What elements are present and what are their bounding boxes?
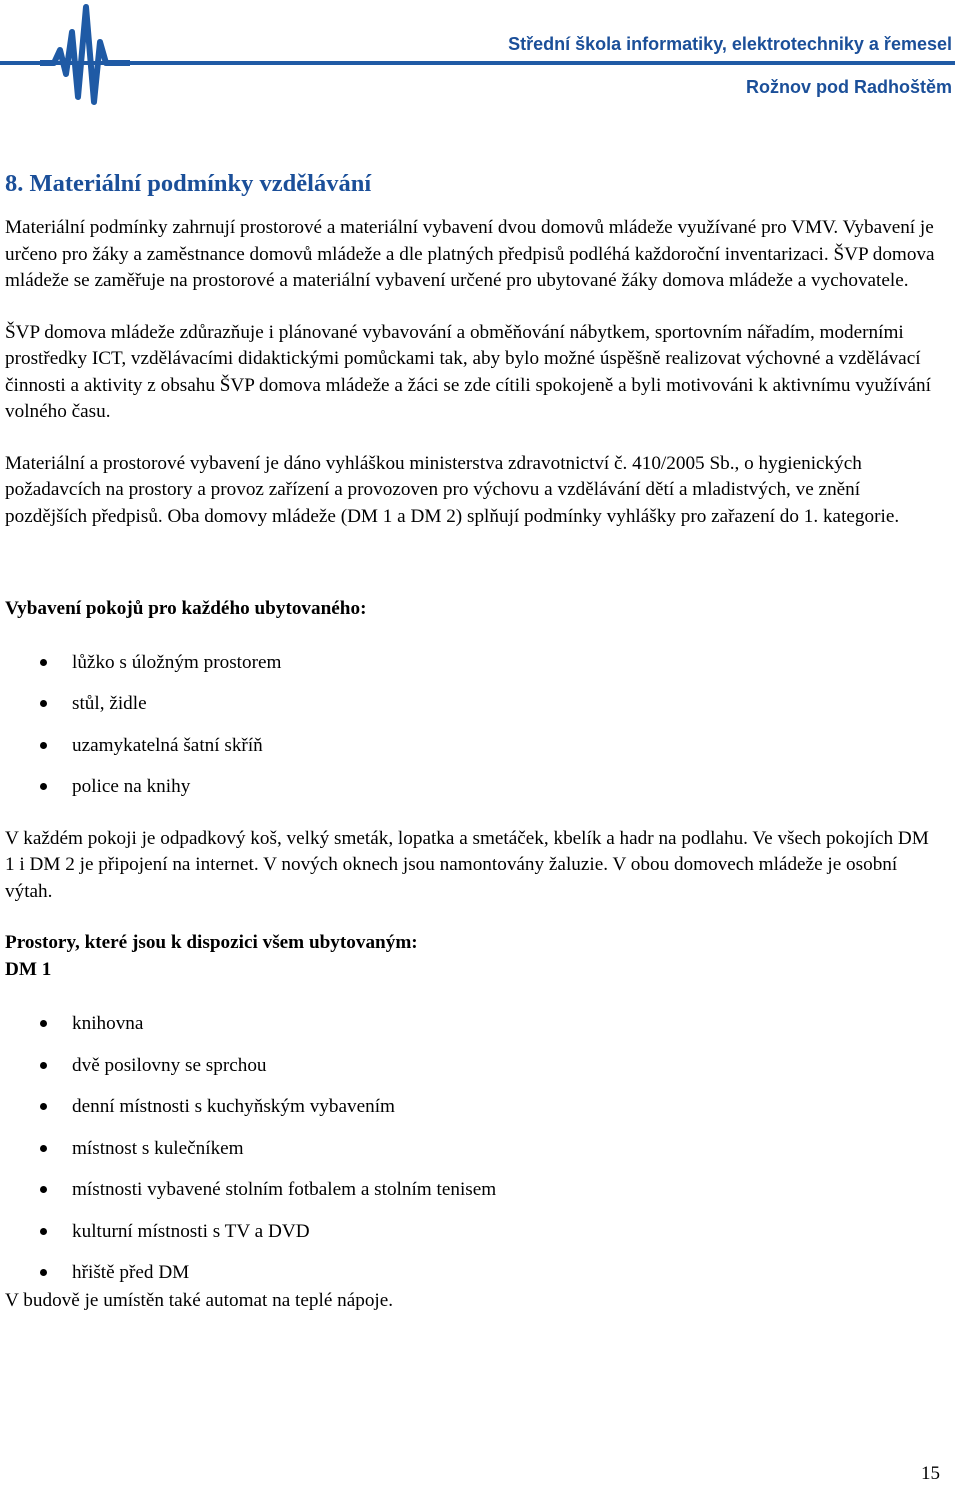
page-number: 15 [921, 1463, 940, 1484]
dm1-label: DM 1 [5, 958, 52, 980]
list-item: dvě posilovny se sprchou [5, 1053, 940, 1095]
list-item: lůžko s úložným prostorem [5, 650, 940, 692]
rooms-list [5, 650, 940, 816]
school-name: Střední škola informatiky, elektrotechniky a řemesel [508, 34, 952, 54]
paragraph-regulation: Materiální a prostorové vybavení je dáno vyhláškou ministerstva zdravotnictví č. 410/2005 Sb., o hygienických požadavcích na prostory a provoz zařízení a provozoven pro výchovu a vzdělávání dětí a mladistvých, ve znění pozdějších předpisů. Oba domovy mládeže (DM 1 a DM 2) splňují podmínky vyhlášky pro zařazení do 1. kategorie. [5, 452, 900, 527]
list-item: police na knihy [5, 774, 940, 816]
list-item: stůl, židle [5, 691, 940, 733]
document-body [5, 168, 940, 1315]
spaces-heading: Prostory, které jsou k dispozici všem ubytovaným: [5, 932, 418, 953]
paragraph-svp: ŠVP domova mládeže zdůrazňuje i plánované vybavování a obměňování nábytkem, sportovním nářadím, moderními prostředky ICT, vzdělávacími didaktickými pomůckami tak, aby bylo možné úspěšně realizovat výchovné a vzdělávací činnosti a aktivity z obsahu ŠVP domova mládeže a žáci se zde cítili spokojeně a byli motivováni k aktivnímu využívání volného času. [5, 321, 931, 422]
list-item: knihovna [5, 1011, 940, 1053]
list-item: uzamykatelná šatní skříň [5, 733, 940, 775]
pulse-wave-logo-icon [40, 2, 130, 107]
list-item: denní místnosti s kuchyňským vybavením [5, 1094, 940, 1136]
paragraph-room-equipment: V každém pokoji je odpadkový koš, velký smeták, lopatka a smetáček, kbelík a hadr na podlahu. Ve všech pokojích DM 1 i DM 2 je připojení na internet. V nových oknech jsou namontovány žaluzie. V obou domovech mládeže je osobní výtah. [5, 827, 929, 902]
paragraph-vending: V budově je umístěn také automat na teplé nápoje. [5, 1290, 394, 1311]
school-town: Rožnov pod Radhoštěm [746, 77, 952, 97]
paragraph-intro: Materiální podmínky zahrnují prostorové a materiální vybavení dvou domovů mládeže využívané pro VMV. Vybavení je určeno pro žáky a zaměstnance domovů mládeže a dle platných předpisů podléhá každoroční inventarizaci. ŠVP domova mládeže se zaměřuje na prostorové a materiální vybavení určené pro ubytované žáky domova mládeže a vychovatele. [5, 217, 935, 291]
section-title: 8. Materiální podmínky vzdělávání [5, 170, 372, 197]
list-item: místnosti vybavené stolním fotbalem a stolním tenisem [5, 1177, 940, 1219]
page-header [0, 0, 960, 110]
header-rule [0, 61, 955, 65]
list-item: kulturní místnosti s TV a DVD [5, 1219, 940, 1261]
list-item: hřiště před DM [5, 1260, 940, 1288]
list-item: místnost s kulečníkem [5, 1136, 940, 1178]
spaces-list [5, 1011, 940, 1288]
rooms-heading: Vybavení pokojů pro každého ubytovaného: [5, 598, 367, 619]
